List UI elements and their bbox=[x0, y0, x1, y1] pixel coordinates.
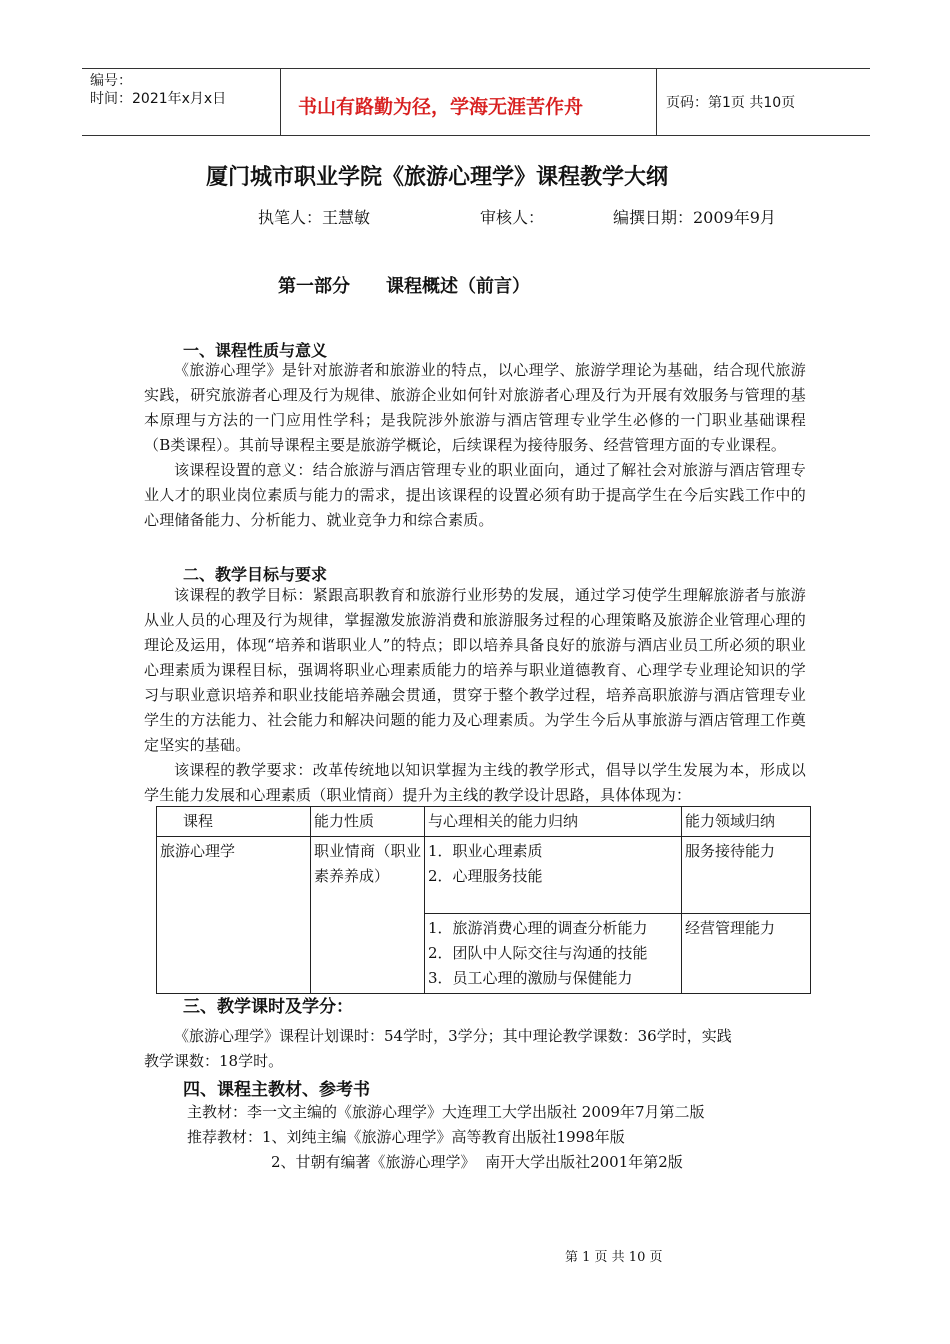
section-1-heading: 一、课程性质与意义 bbox=[183, 341, 328, 360]
table-cell-domain-2: 经营管理能力 bbox=[682, 914, 811, 994]
header-motto: 书山有路勤为径，学海无涯苦作舟 bbox=[298, 96, 584, 118]
header-divider-right bbox=[656, 68, 657, 135]
section-2-paragraph-2: 该课程的教学要求：改革传统地以知识掌握为主线的教学形式，倡导以学生发展为本，形成以学生能力发展和心理素质（职业情商）提升为主线的教学设计思路，具体体现为： bbox=[144, 761, 806, 804]
table-row bbox=[157, 837, 811, 914]
author: 执笔人：王慧敏 bbox=[258, 208, 371, 227]
ability-table bbox=[156, 806, 811, 994]
list-item: 2．团队中人际交往与沟通的技能 bbox=[428, 944, 648, 962]
section-3-heading: 三、教学课时及学分： bbox=[183, 997, 353, 1017]
table-cell-course: 旅游心理学 bbox=[157, 837, 311, 994]
header-number: 编号： bbox=[90, 73, 132, 89]
list-item: 3．员工心理的激励与保健能力 bbox=[428, 969, 633, 987]
header-top-rule bbox=[82, 68, 870, 69]
table-header-course: 课程 bbox=[157, 807, 311, 837]
table-header-abilities: 与心理相关的能力归纳 bbox=[425, 807, 682, 837]
part-heading: 第一部分 课程概述（前言） bbox=[278, 276, 530, 297]
section-2-body bbox=[144, 583, 806, 808]
table-header-row bbox=[157, 807, 811, 837]
recommended-textbook-1: 推荐教材：1、刘纯主编《旅游心理学》高等教育出版社1998年版 bbox=[187, 1128, 625, 1146]
table-header-domain: 能力领域归纳 bbox=[682, 807, 811, 837]
list-item: 2．心理服务技能 bbox=[428, 867, 543, 885]
section-3-line-2: 教学课数：18学时。 bbox=[144, 1052, 284, 1070]
table-cell-nature: 职业情商（职业素养养成） bbox=[311, 837, 425, 994]
section-2-heading: 二、教学目标与要求 bbox=[183, 565, 328, 584]
header-bottom-rule bbox=[82, 135, 870, 136]
document-title: 厦门城市职业学院《旅游心理学》课程教学大纲 bbox=[206, 165, 669, 190]
header-time: 时间：2021年x月x日 bbox=[90, 91, 227, 107]
section-2-paragraph-1: 该课程的教学目标：紧跟高职教育和旅游行业形势的发展，通过学习使学生理解旅游者与旅游从业人员的心理及行为规律，掌握激发旅游消费和旅游服务过程的心理策略及旅游企业管理心理的理论及运用，体现“培养和谐职业人”的特点；即以培养具备良好的旅游与酒店业员工所必须的职业心理素质为课程目标，强调将职业心理素质能力的培养与职业道德教育、心理学专业理论知识的学习与职业意识培养和职业技能培养融会贯通，贯穿于整个教学过程，培养高职旅游与酒店管理专业学生的方法能力、社会能力和解决问题的能力及心理素质。为学生今后从事旅游与酒店管理工作奠定坚实的基础。 bbox=[144, 586, 806, 754]
list-item: 1．职业心理素质 bbox=[428, 842, 543, 860]
page-footer: 第 1 页 共 10 页 bbox=[565, 1250, 663, 1265]
section-1-paragraph-1: 《旅游心理学》是针对旅游者和旅游业的特点，以心理学、旅游学理论为基础，结合现代旅游实践，研究旅游者心理及行为规律、旅游企业如何针对旅游者心理及行为开展有效服务与管理的基本原理与方法的一门应用性学科；是我院涉外旅游与酒店管理专业学生必修的一门职业基础课程（B类课程）。其前导课程主要是旅游学概论，后续课程为接待服务、经营管理方面的专业课程。 bbox=[144, 361, 806, 454]
table-cell-domain-1: 服务接待能力 bbox=[682, 837, 811, 914]
section-3-line-1: 《旅游心理学》课程计划课时：54学时，3学分；其中理论教学课数：36学时，实践 bbox=[174, 1027, 732, 1045]
header-page-info: 页码：第1页 共10页 bbox=[666, 95, 796, 111]
section-1-paragraph-2: 该课程设置的意义：结合旅游与酒店管理专业的职业面向，通过了解社会对旅游与酒店管理专业人才的职业岗位素质与能力的需求，提出该课程的设置必须有助于提高学生在今后实践工作中的心理储备能力、分析能力、就业竞争力和综合素质。 bbox=[144, 461, 806, 529]
list-item: 1．旅游消费心理的调查分析能力 bbox=[428, 919, 648, 937]
compile-date: 编撰日期：2009年9月 bbox=[613, 208, 776, 227]
section-1-body bbox=[144, 358, 806, 533]
reviewer: 审核人： bbox=[480, 208, 545, 227]
table-cell-group-1 bbox=[425, 837, 682, 914]
recommended-textbook-2: 2、甘朝有编著《旅游心理学》 南开大学出版社2001年第2版 bbox=[271, 1153, 683, 1171]
section-4-heading: 四、课程主教材、参考书 bbox=[183, 1080, 370, 1100]
main-textbook: 主教材：李一文主编的《旅游心理学》大连理工大学出版社 2009年7月第二版 bbox=[187, 1103, 705, 1121]
table-header-nature: 能力性质 bbox=[311, 807, 425, 837]
table-cell-group-2 bbox=[425, 914, 682, 994]
header-divider-left bbox=[280, 68, 281, 135]
